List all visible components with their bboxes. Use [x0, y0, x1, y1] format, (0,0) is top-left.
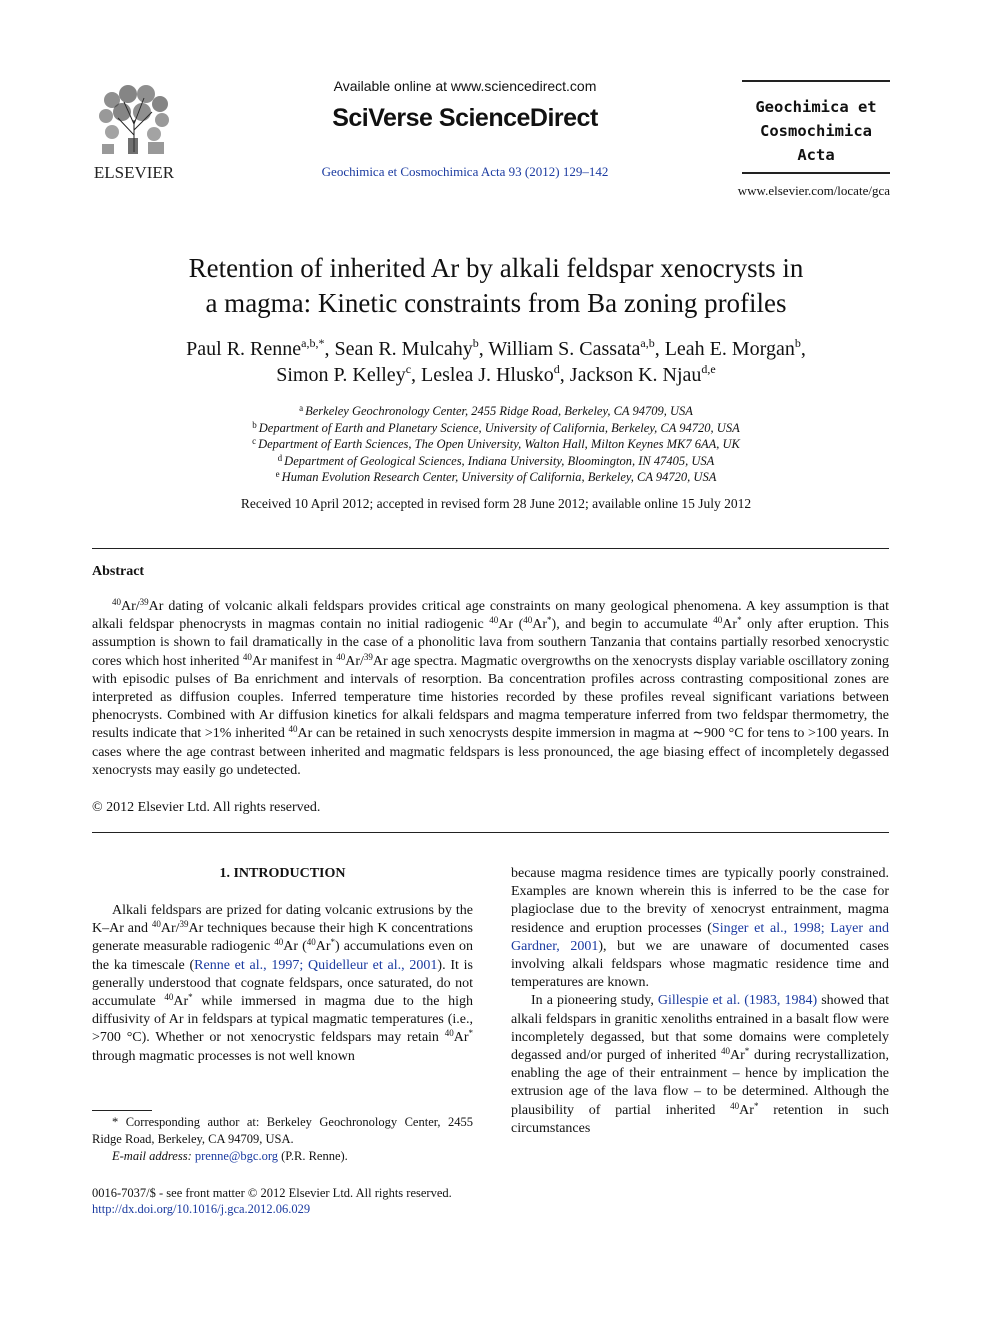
author: Leslea J. Hlusko$^d$, [421, 362, 570, 386]
author: Paul R. Renne$^{a,b,*}$, [186, 336, 335, 360]
doi-link[interactable]: http://dx.doi.org/10.1016/j.gca.2012.06.029 [92, 1202, 311, 1216]
affiliation-list [90, 403, 902, 486]
citation-link[interactable]: Singer et al., 1998; Layer and Gardner, 2001 [511, 920, 889, 954]
intro-column-2 [511, 865, 889, 1138]
author: William S. Cassata$^{a,b}$, [488, 336, 665, 360]
article-history: Received 10 April 2012; accepted in revised form 28 June 2012; available online 15 July 2012 [240, 496, 752, 511]
affiliation: $^c$ Department of Earth Sciences, The Open University, Walton Hall, Milton Keynes MK7 6AA, UK [252, 436, 740, 452]
journal-url[interactable]: www.elsevier.com/locate/gca [737, 183, 890, 198]
footnote-rule [92, 1110, 152, 1111]
affiliation: $^d$ Department of Geological Sciences, Indiana University, Bloomington, IN 47405, USA [277, 452, 715, 468]
journal-title: Geochimica et Cosmochimica Acta [755, 98, 877, 164]
abstract-heading: Abstract [92, 564, 145, 579]
abstract-top-rule [92, 548, 889, 549]
affiliation: $^a$ Berkeley Geochronology Center, 2455 Ridge Road, Berkeley, CA 94709, USA [299, 403, 693, 418]
platform-name: SciVerse ScienceDirect [332, 104, 598, 132]
journal-citation-link[interactable]: Geochimica et Cosmochimica Acta 93 (2012) 129–142 [321, 164, 609, 179]
article-title: Retention of inherited Ar by alkali feldspar xenocrysts in a magma: Kinetic constraints from Ba zoning profiles [188, 253, 804, 318]
elsevier-logo-tree-icon [82, 80, 186, 184]
issn-line: 0016-7037/$ - see front matter © 2012 Elsevier Ltd. All rights reserved. [92, 1186, 452, 1200]
intro-paragraph-1-continued: because magma residence times are typically poorly constrained. Examples are known wherein this is inferred to be the case for plagioclase due to the brevity of xenocryst entrainment, magma residence and eruption processes (Singer et al., 1998; Layer and Gardner, 2001), but we are unaware of documented cases involving alkali feldspars whose magmatic residence time and temperatures are known. [511, 866, 889, 991]
intro-paragraph-1: Alkali feldspars are prized for dating volcanic extrusions by the K–Ar and $^{40}$Ar/$^{39}$Ar techniques because their high K concentrations generate measurable radiogenic $^{40}$Ar ($^{40}$Ar*) accumulations even on the ka timescale (Renne et al., 1997; Quidelleur et al., 2001). It is generally understood that cognate feldspars, once saturated, do not accumulate $^{40}$Ar* while immersed in magma due to the high diffusivity of Ar in feldspars at typical magmatic temperatures (i.e., >700 °C). Whether or not xenocrystic feldspars may retain $^{40}$Ar* through magmatic processes is not well known [92, 903, 474, 1064]
journal-box-top-rule [742, 80, 890, 82]
author: Simon P. Kelley$^c$, [276, 362, 422, 386]
section-heading-introduction: 1. INTRODUCTION [219, 866, 346, 881]
abstract-body: $^{40}$Ar/$^{39}$Ar dating of volcanic alkali feldspars provides critical age constraints on many geological phenomena. A key assumption is that alkali feldspar phenocrysts in magmas contain no initial radiogenic $^{40}$Ar ($^{40}$Ar*), and begin to accumulate $^{40}$Ar* only after eruption. This assumption is shown to fail dramatically in the case of a phonolitic lava from southern Tanzania that contains partially resorbed xenocrystic cores which host inherited $^{40}$Ar manifest in $^{40}$Ar/$^{39}$Ar age spectra. Magmatic overgrowths on the xenocrysts display variable oscillatory zoning with episodic pulses of Ba enrichment and intervals of resorption. Ba concentration profiles across contrasting compositional zones are interpreted as diffusion couples. Inferred temperature time histories recorded by these profiles reveal significant variations between phenocrysts. Combined with Ar diffusion kinetics for alkali feldspars and magma temperature inferred from two feldspar thermometry, the results indicate that >1% inherited $^{40}$Ar can be retained in such xenocrysts despite immersion in magma at ∼900 °C for tens to >100 years. In cases where the age contrast between inherited and magmatic feldspars is less pronounced, the age biasing effect of incompletely degassed xenocrysts may easily go undetected. [92, 597, 890, 778]
author: Jackson K. Njau$^{d,e}$ [569, 362, 716, 386]
available-online-text: Available online at www.sciencedirect.com [333, 78, 597, 94]
affiliation: $^b$ Department of Earth and Planetary Science, University of California, Berkeley, CA 94720, USA [252, 419, 740, 435]
email-link[interactable]: prenne@bgc.org [194, 1149, 279, 1163]
affiliation: $^e$ Human Evolution Research Center, University of California, Berkeley, CA 94720, USA [275, 469, 717, 485]
journal-box-bottom-rule [742, 172, 890, 174]
corresponding-author-footnote: * Corresponding author at: Berkeley Geochronology Center, 2455 Ridge Road, Berkeley, CA 94709, USA. [92, 1115, 473, 1146]
abstract-copyright: © 2012 Elsevier Ltd. All rights reserved. [92, 800, 321, 815]
author-list [90, 336, 902, 388]
publisher-name: ELSEVIER [93, 163, 175, 182]
intro-paragraph-2: In a pioneering study, Gillespie et al. (1983, 1984) showed that alkali feldspars in granitic xenoliths entrained in a basalt flow were incompletely degassed, but that some domains were completely degassed and/or purged of inherited $^{40}$Ar* during recrystallization, enabling the age of their entrainment – hence by implication the extrusion age of the lava flow – to be determined. Although the plausibility of partial inherited $^{40}$Ar* retention in such circumstances [511, 993, 890, 1136]
abstract-bottom-rule [92, 832, 889, 833]
citation-link[interactable]: Gillespie et al. (1983, 1984) [657, 993, 818, 1009]
author: Leah E. Morgan$^b$, [664, 336, 806, 360]
author: Sean R. Mulcahy$^b$, [334, 336, 489, 360]
citation-link[interactable]: Renne et al., 1997; Quidelleur et al., 2001 [194, 957, 438, 973]
email-footnote: E-mail address: prenne@bgc.org (P.R. Renne). [112, 1149, 348, 1163]
